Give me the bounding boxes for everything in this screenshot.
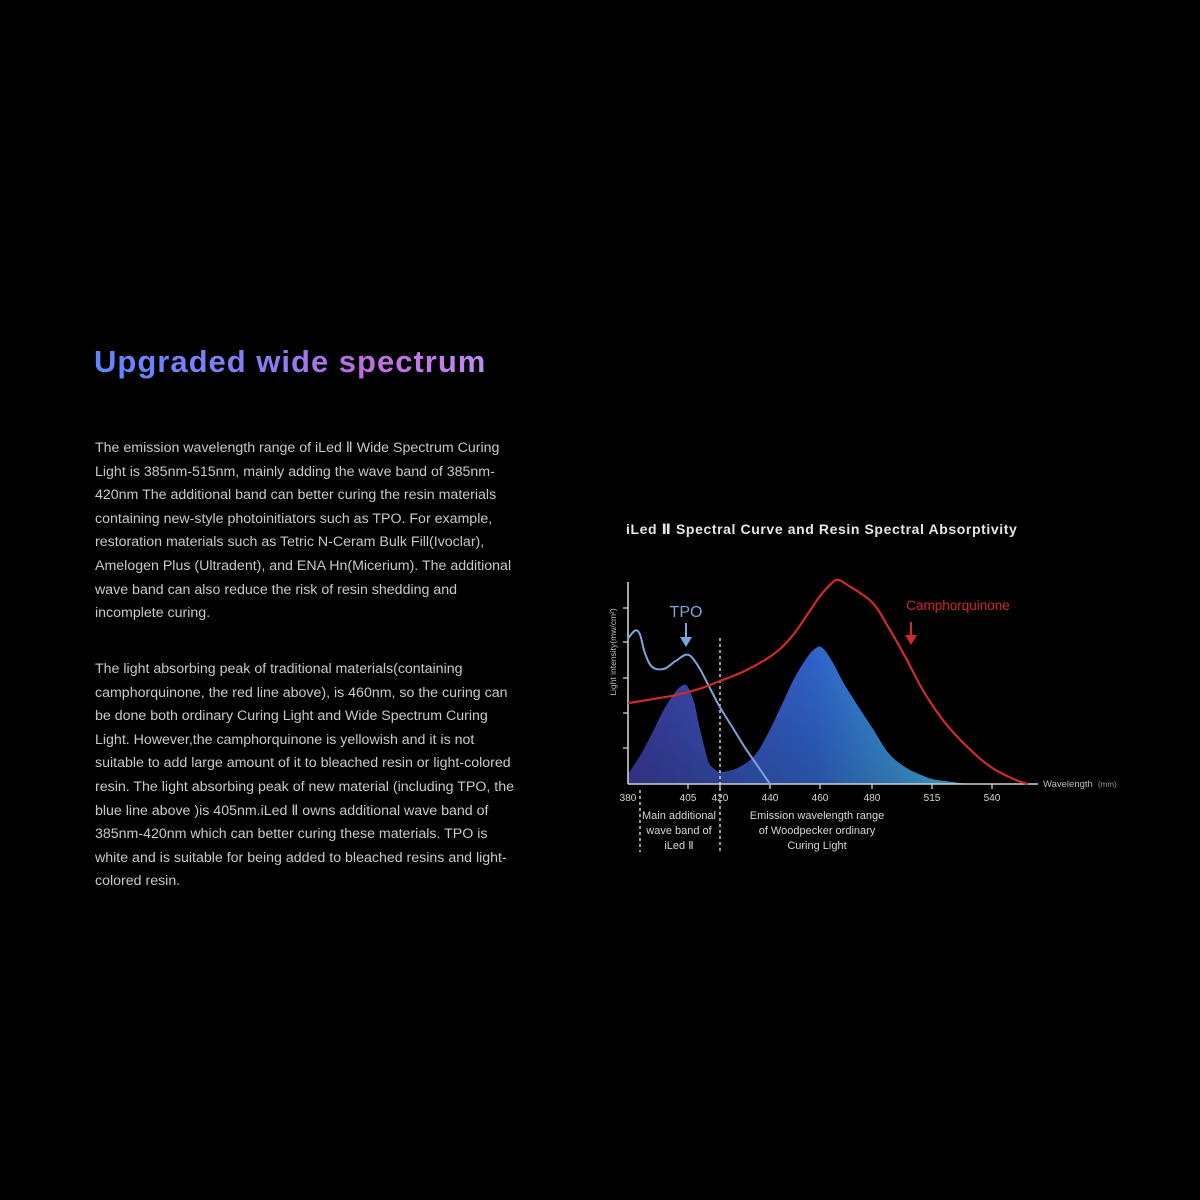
- emission-area: [628, 647, 968, 784]
- x-tick-label: 480: [863, 793, 881, 804]
- description-paragraph-2: The light absorbing peak of traditional materials(containing camphorquinone, the red line above), is 460nm, so the curing can be done both ordinary Curing Light and Wide Spectrum Curing Light. However,the camphorquinone is yellowish and it is not suitable to add large amount of it to bleached resin or light-colored resin. The light absorbing peak of new material (including TPO, the blue line above )is 405nm.iLed Ⅱ owns additional wave band of 385nm-420nm which can better curing these materials. TPO is white and is suitable for being added to bleached resins and light-colored resin.: [95, 661, 515, 890]
- main-band-annotation-line: Main additional: [642, 810, 716, 822]
- x-tick-label: 380: [619, 793, 637, 804]
- main-band-annotation-line: iLed Ⅱ: [664, 840, 694, 852]
- tpo-line: [628, 630, 770, 784]
- emission-range-annotation-line: of Woodpecker ordinary: [758, 825, 876, 837]
- emission-range-annotation-line: Emission wavelength range: [749, 810, 885, 822]
- emission-range-annotation-line: Curing Light: [787, 840, 847, 852]
- camphorquinone-line: [628, 580, 1028, 784]
- x-axis-label: Wavelength: [1043, 779, 1093, 790]
- emission-area-shade: [628, 647, 968, 784]
- x-tick-label: 515: [923, 793, 941, 804]
- tpo-arrow-icon: [680, 637, 692, 647]
- chart-title: iLed Ⅱ Spectral Curve and Resin Spectral Absorptivity: [626, 521, 1018, 537]
- description-paragraph-1: The emission wavelength range of iLed Ⅱ Wide Spectrum Curing Light is 385nm-515nm, mainly adding the wave band of 385nm-420nm The additional band can better curing the resin materials containing new-style photoinitiators such as TPO. For example, restoration materials such as Tetric N-Ceram Bulk Fill(Ivoclar), Amelogen Plus (Ultradent), and ENA Hn(Micerium). The additional wave band can also reduce the risk of resin shedding and incomplete curing.: [95, 440, 512, 622]
- x-tick-label: 420: [711, 793, 729, 804]
- camphorquinone-label: Camphorquinone: [906, 598, 1010, 613]
- x-tick-label: 460: [811, 793, 829, 804]
- camphorquinone-arrow-icon: [905, 635, 917, 645]
- x-tick-label: 540: [983, 793, 1001, 804]
- tpo-label: TPO: [669, 604, 703, 621]
- y-axis-label: Light intensity(mw/cm²): [608, 608, 618, 696]
- x-axis-unit: (mm): [1098, 780, 1117, 789]
- x-tick-label: 405: [679, 793, 697, 804]
- page-title: Upgraded wide spectrum: [94, 338, 486, 386]
- main-band-annotation-line: wave band of: [646, 825, 712, 837]
- x-tick-label: 440: [761, 793, 779, 804]
